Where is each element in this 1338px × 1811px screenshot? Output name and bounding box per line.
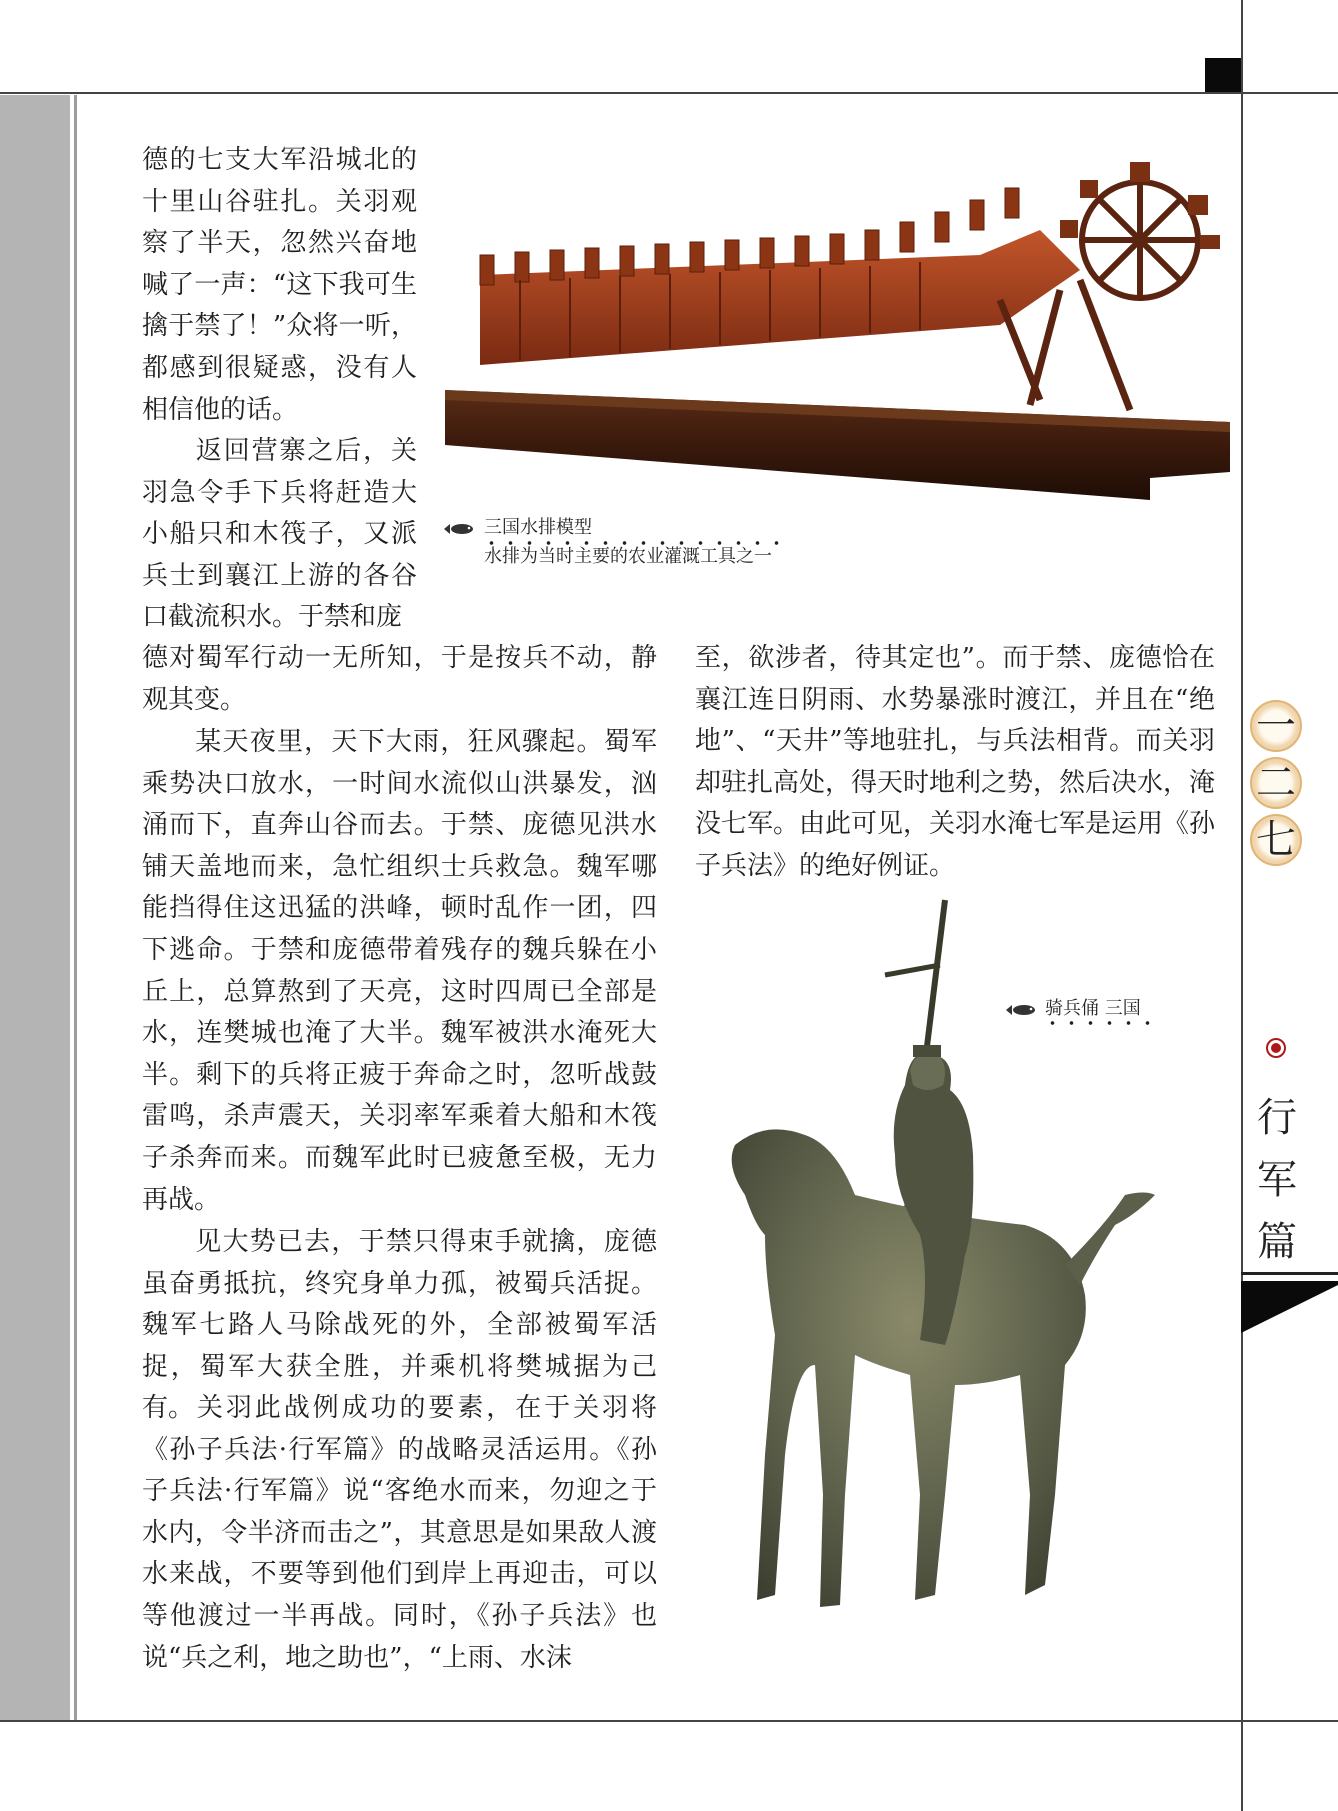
page-number-char: 一 <box>1256 703 1296 749</box>
page-number-seal <box>1250 814 1302 866</box>
side-tab-rule <box>1241 1272 1338 1275</box>
left-margin-band <box>0 95 70 1720</box>
chapter-title-char: 行 <box>1257 1095 1297 1141</box>
fish-bullet-icon <box>442 522 476 536</box>
paragraph-7: 至，欲涉者，待其定也”。而于禁、庞德恰在襄江连日阴雨、水势暴涨时渡江，并且在“绝地”、“天井”等地驻扎，与兵法相背。而关羽却驻扎高处，得天时地利之势，然后决水，淹没七军。由此可见，关羽水淹七军是运用《孙子兵法》的绝好例证。 <box>695 643 1216 881</box>
corner-block <box>1205 58 1241 92</box>
caption-emphasis-dots <box>482 541 792 545</box>
page-number-seal <box>1250 757 1302 809</box>
left-margin-band-edge <box>74 95 77 1720</box>
paragraph-5-text: 见大势已去，于禁只得束手就擒，庞德虽奋勇抵抗，终究身单力孤，被蜀兵活捉。魏军七路人马除战死的外，全部被蜀军活捉，蜀军大获全胜，并乘机将樊城据为己有。 <box>142 1227 657 1424</box>
cavalry-figurine-image <box>705 895 1175 1665</box>
paragraph-2 <box>142 431 417 639</box>
chapter-title-char: 篇 <box>1257 1219 1297 1265</box>
paragraph-6-text: 关羽此战例成功的要素，在于关羽将《孙子兵法·行军篇》的战略灵活运用。《孙子兵法·行军篇》说“客绝水而来，勿迎之于水内，令半济而击之”，其意思是如果敌人渡水来战，不要等到他们到岸上再迎击，可以等他渡过一半再战。同时，《孙子兵法》也说“兵之利，地之助也”，“上雨、水沫 <box>142 1393 657 1673</box>
red-dot-separator-icon <box>1263 1035 1289 1061</box>
paragraph-3: 德对蜀军行动一无所知，于是按兵不动，静观其变。 <box>142 643 657 715</box>
bottom-rule <box>0 1720 1338 1722</box>
figure-caption-title: 三国水排模型 <box>484 517 592 538</box>
paragraph-4-text: 某天夜里，天下大雨，狂风骤起。蜀军乘势决口放水，一时间水流似山洪暴发，汹涌而下，直奔山谷而去。于禁、庞德见洪水铺天盖地而来，急忙组织士兵救急。魏军哪能挡得住这迅猛的洪峰，顿时乱作一团，四下逃命。于禁和庞德带着残存的魏兵躲在小丘上，总算熬到了天亮，这时四周已全部是水，连樊城也淹了大半。魏军被洪水淹死大半。剩下的兵将正疲于奔命之时，忽听战鼓雷鸣，杀声震天，关羽率军乘着大船和木筏子杀奔而来。而魏军此时已疲惫至极，无力再战。 <box>142 727 657 1215</box>
figure-caption-title: 骑兵俑 三国 <box>1045 998 1141 1019</box>
page-number-seal <box>1250 700 1302 752</box>
waterwheel-model-image <box>440 160 1230 515</box>
top-rule <box>0 92 1338 94</box>
right-column-rule <box>1241 0 1243 1811</box>
paragraph-6 <box>142 1388 657 1679</box>
paragraph-2-text: 返回营寨之后，关羽急令手下兵将赶造大小船只和木筏子，又派兵士到襄江上游的各谷口截流积水。于禁和庞 <box>142 436 417 633</box>
side-tab-wedge <box>1241 1281 1338 1333</box>
paragraph-4 <box>142 722 657 1221</box>
paragraph-1: 德的七支大军沿城北的十里山谷驻扎。关羽观察了半天，忽然兴奋地喊了一声：“这下我可生擒于禁了！”众将一听，都感到很疑惑，没有人相信他的话。 <box>142 145 417 425</box>
chapter-title-char: 军 <box>1257 1157 1297 1203</box>
figure-caption-description: 水排为当时主要的农业灌溉工具之一 <box>484 546 772 567</box>
page-number-char: 七 <box>1256 817 1296 863</box>
page-number-char: 二 <box>1256 760 1296 806</box>
